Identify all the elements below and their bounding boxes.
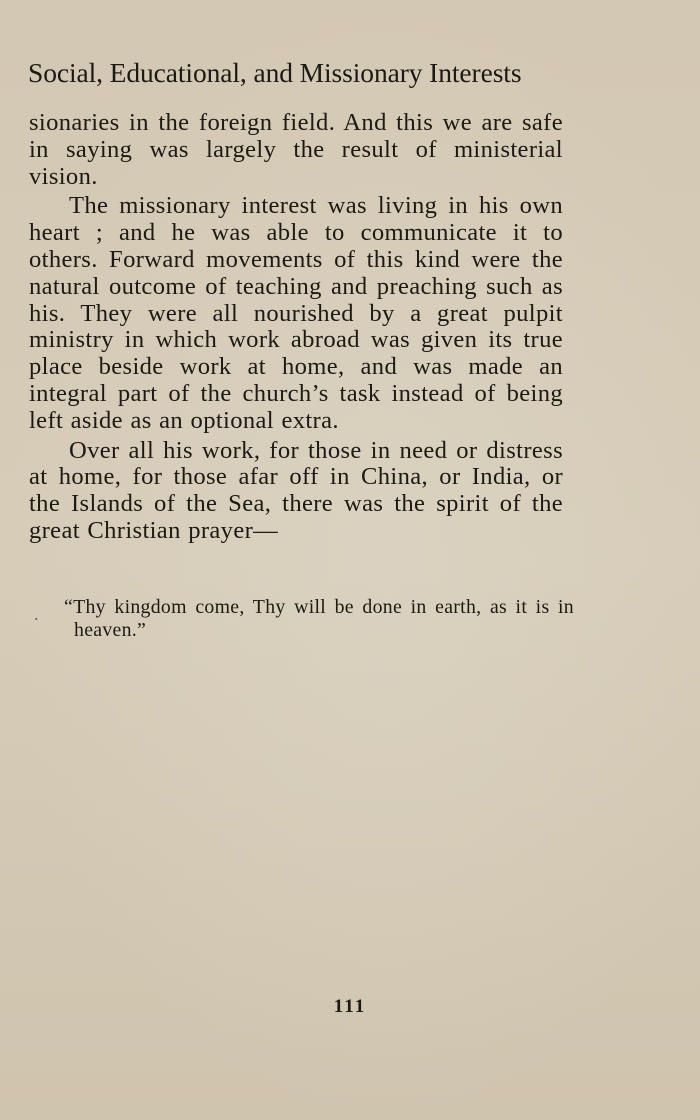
block-quote: “Thy kingdom come, Thy will be done in earth, as it is in heaven.” [64, 596, 574, 641]
paragraph-over-all-his-work: Over all his work, for those in need or distress at home, for those afar off in China, or India, or the Islands of the Sea, there was the spirit of the great Christian prayer— [29, 436, 563, 544]
page-number: 111 [333, 996, 367, 1017]
running-head: Social, Educational, and Missionary Interests [28, 57, 522, 88]
paragraph-continued: sionaries in the foreign field. And this we are safe in saying was largely the result of ministerial vision. [29, 109, 563, 190]
body-text [29, 110, 563, 545]
margin-mark: . [34, 604, 39, 624]
paragraph-missionary-interest: The missionary interest was living in his own heart ; and he was able to communicate it to others. Forward movements of this kind were the natural outcome of teaching and preaching such as his. They were all nourished by a great pulpit ministry in which work abroad was given its true place beside work at home, and was made an integral part of the church’s task instead of being left aside as an optional extra. [29, 192, 563, 434]
